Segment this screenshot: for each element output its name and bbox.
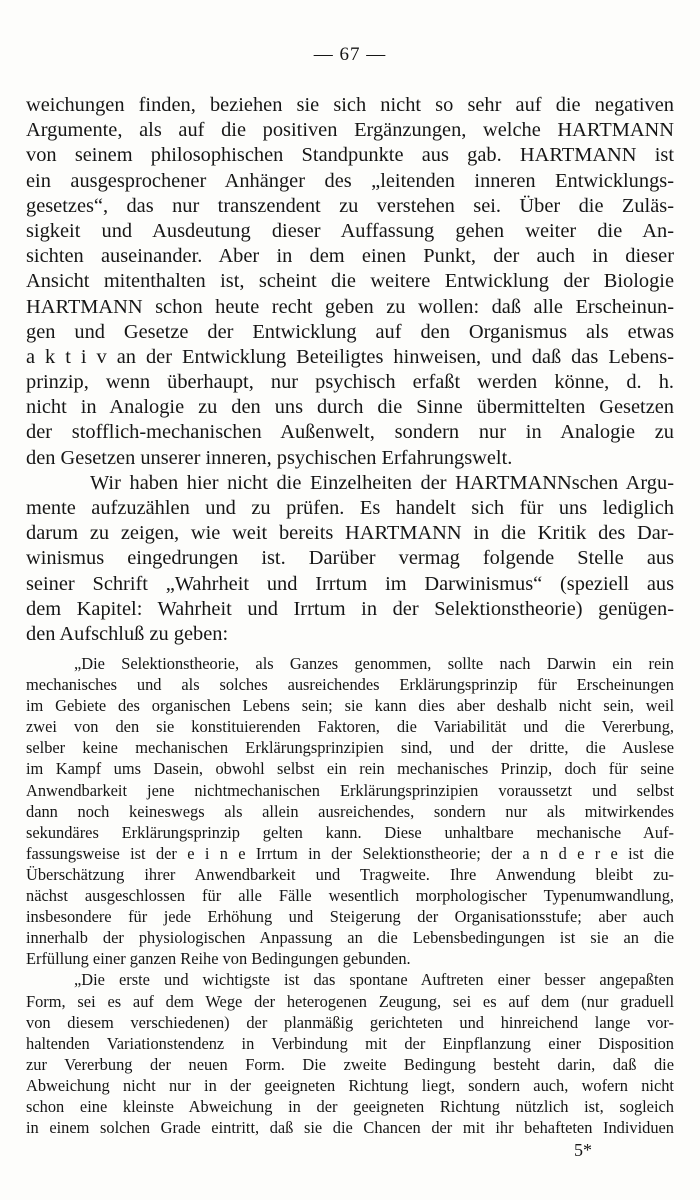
main-text-block — [26, 93, 674, 647]
quote-line: dann noch keineswegs als allein ausreichendes, sondern nur als mitwirkendes — [26, 801, 674, 821]
quote-line: zur Vererbung der neuen Form. Die zweite Bedingung besteht darin, daß die — [26, 1054, 674, 1074]
quote-line: sekundäres Erklärungsprinzip gelten kann. Diese unhaltbare mechanische Auf- — [26, 822, 674, 842]
text-line: Wir haben hier nicht die Einzelheiten der HARTMANNschen Argu- — [90, 471, 674, 494]
text-line: seiner Schrift „Wahrheit und Irrtum im Darwinismus“ (speziell aus — [26, 572, 674, 595]
quote-line: fassungsweise ist der e i n e Irrtum in der Selektionstheorie; der a n d e r e ist die — [26, 843, 674, 863]
quote-line: Überschätzung ihrer Anwendbarkeit und Tragweite. Ihre Anwendung bleibt zu- — [26, 864, 674, 884]
quote-line: haltenden Variationstendenz in Verbindung mit der Einpflanzung einer Disposition — [26, 1033, 674, 1053]
quote-line: insbesondere für jede Erhöhung und Steigerung der Organisationsstufe; aber auch — [26, 907, 674, 927]
text-line: dem Kapitel: Wahrheit und Irrtum in der Selektionstheorie) genügen- — [26, 597, 674, 620]
text-line: HARTMANN schon heute recht geben zu wollen: daß alle Erscheinun- — [26, 295, 674, 318]
quote-line: im Kampf ums Dasein, obwohl selbst ein rein mechanisches Prinzip, doch für seine — [26, 759, 674, 779]
quote-line: selber keine mechanischen Erklärungsprinzipien sind, und der dritte, die Auslese — [26, 738, 674, 758]
quote-line: „Die erste und wichtigste ist das spontane Auftreten einer besser angepaßten — [74, 970, 674, 990]
text-line: den Aufschluß zu geben: — [26, 622, 229, 645]
text-line: darum zu zeigen, wie weit bereits HARTMANN in die Kritik des Dar- — [26, 522, 674, 545]
text-line: a k t i v an der Entwicklung Beteiligtes hinweisen, und daß das Lebens- — [26, 345, 674, 368]
text-line: mente aufzuzählen und zu prüfen. Es handelt sich für uns lediglich — [26, 497, 674, 519]
quote-line: Form, sei es auf dem Wege der heterogenen Zeugung, sei es auf dem (nur graduell — [26, 991, 674, 1011]
text-line: der stofflich-mechanischen Außenwelt, sondern nur in Analogie zu — [26, 421, 674, 444]
quote-line: Erfüllung einer ganzen Reihe von Bedingungen gebunden. — [26, 949, 411, 969]
quote-line: innerhalb der physiologischen Anpassung an die Lebensbedingungen ist sie an die — [26, 928, 674, 948]
quote-line: zwei von den sie konstituierenden Faktoren, die Variabilität und die Vererbung, — [26, 717, 674, 737]
text-line: ein ausgesprochener Anhänger des „leitenden inneren Entwicklungs- — [26, 169, 674, 192]
text-line: nicht in Analogie zu den uns durch die Sinne übermittelten Gesetzen — [26, 396, 674, 419]
text-line: weichungen finden, beziehen sie sich nicht so sehr auf die negativen — [26, 94, 674, 116]
text-line: gen und Gesetze der Entwicklung auf den Organismus als etwas — [26, 320, 674, 343]
quote-line: Anwendbarkeit jene nichtmechanischen Erklärungsprinzipien voraussetzt und selbst — [26, 780, 674, 800]
quote-line: „Die Selektionstheorie, als Ganzes genommen, sollte nach Darwin ein rein — [74, 654, 674, 673]
quote-line: mechanisches und als solches ausreichendes Erklärungsprinzip für Erscheinungen — [26, 675, 674, 695]
quote-line: nächst ausgeschlossen für alle Fälle wesentlich morphologischer Typenumwandlung, — [26, 886, 674, 906]
block-quote — [26, 653, 674, 1138]
text-line: gesetzes“, das nur transzendent zu verstehen sei. Über die Zuläs- — [26, 194, 674, 217]
text-line: sigkeit und Ausdeutung dieser Auffassung gehen weiter die An- — [26, 219, 674, 242]
text-line: Ansicht mitenthalten ist, scheint die weitere Entwicklung der Biologie — [26, 270, 674, 293]
quote-line: von diesem verschiedenen) der planmäßig gerichteten und hinreichend lange vor- — [26, 1012, 674, 1032]
text-line: sichten auseinander. Aber in dem einen Punkt, der auch in dieser — [26, 245, 674, 268]
text-line: prinzip, wenn überhaupt, nur psychisch erfaßt werden könne, d. h. — [26, 371, 674, 394]
text-line: winismus eingedrungen ist. Darüber vermag folgende Stelle aus — [26, 547, 674, 570]
quote-line: Abweichung nicht nur in der geeigneten Richtung liegt, sondern auch, wofern nicht — [26, 1075, 674, 1095]
signature-mark: 5* — [574, 1140, 592, 1160]
text-line: den Gesetzen unserer inneren, psychischen Erfahrungswelt. — [26, 446, 513, 469]
text-line: von seinem philosophischen Standpunkte aus gab. HARTMANN ist — [26, 144, 674, 167]
page-number: — 67 — — [313, 44, 387, 65]
quote-line: schon eine kleinste Abweichung in der geeigneten Richtung nützlich ist, sogleich — [26, 1096, 674, 1116]
text-line: Argumente, als auf die positiven Ergänzungen, welche HARTMANN — [26, 119, 674, 142]
quote-line: im Gebiete des organischen Lebens sein; sie kann dies aber deshalb nicht sein, weil — [26, 696, 674, 716]
quote-line: in einem solchen Grade eintritt, daß sie die Chancen der mit ihr behafteten Individuen — [26, 1118, 674, 1138]
